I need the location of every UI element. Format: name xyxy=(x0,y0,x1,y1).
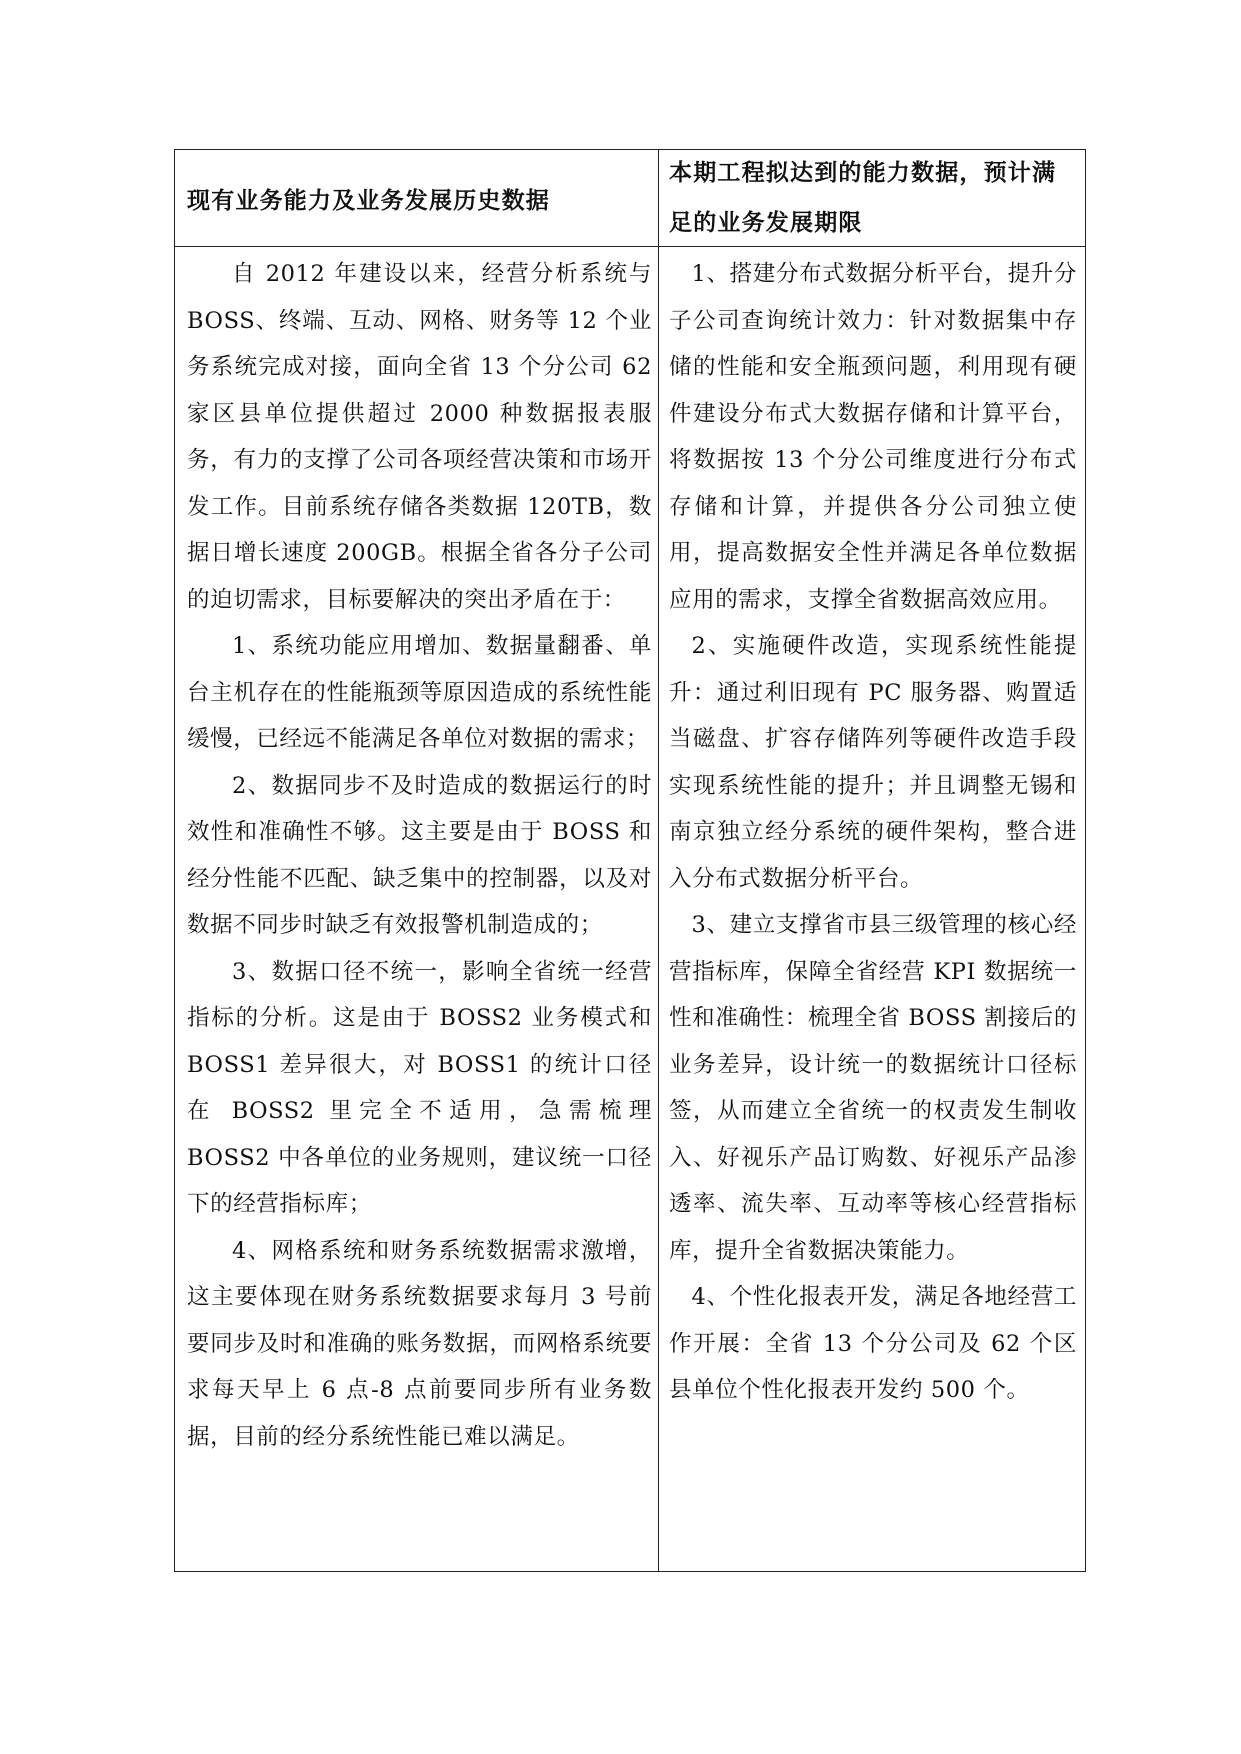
right-paragraph-1: 1、搭建分布式数据分析平台，提升分子公司查询统计效力：针对数据集中存储的性能和安全瓶颈问题，利用现有硬件建设分布式大数据存储和计算平台，将数据按 13 个分公司维度进行分布式存储和计算，并提供各分公司独立使用，提高数据安全性并满足各单位数据应用的需求，支撑全省数据高效应用。 xyxy=(669,261,1077,613)
existing-capability-cell xyxy=(175,247,659,1571)
right-paragraph-4: 4、个性化报表开发，满足各地经营工作开展：全省 13 个分公司及 62 个区县单位个性化报表开发约 500 个。 xyxy=(669,1284,1077,1403)
right-paragraph-3: 3、建立支撑省市县三级管理的核心经营指标库，保障全省经营 KPI 数据统一性和准确性：梳理全省 BOSS 割接后的业务差异，设计统一的数据统计口径标签，从而建立全省统一的权责发生制收入、好视乐产品订购数、好视乐产品渗透率、流失率、互动率等核心经营指标库，提升全省数据决策能力。 xyxy=(669,912,1077,1264)
capability-table xyxy=(174,149,1086,1572)
left-paragraph-intro: 自 2012 年建设以来，经营分析系统与 BOSS、终端、互动、网格、财务等 12 个业务系统完成对接，面向全省 13 个分公司 62 家区县单位提供超过 2000 种数据报表服务，有力的支撑了公司各项经营决策和市场开发工作。目前系统存储各类数据 120TB，数据日增长速度 200GB。根据全省各分子公司的迫切需求，目标要解决的突出矛盾在于： xyxy=(187,261,652,613)
left-paragraph-3: 3、数据口径不统一，影响全省统一经营指标的分析。这是由于 BOSS2 业务模式和 BOSS1 差异很大，对 BOSS1 的统计口径在 BOSS2 里完全不适用，急需梳理 BOSS2 中各单位的业务规则，建议统一口径下的经营指标库； xyxy=(187,958,652,1217)
right-paragraph-2: 2、实施硬件改造，实现系统性能提升：通过利旧现有 PC 服务器、购置适当磁盘、扩容存储阵列等硬件改造手段实现系统性能的提升；并且调整无锡和南京独立经分系统的硬件架构，整合进入分布式数据分析平台。 xyxy=(669,633,1077,892)
left-paragraph-2: 2、数据同步不及时造成的数据运行的时效性和准确性不够。这主要是由于 BOSS 和经分性能不匹配、缺乏集中的控制器，以及对数据不同步时缺乏有效报警机制造成的； xyxy=(187,772,652,938)
left-paragraph-1: 1、系统功能应用增加、数据量翻番、单台主机存在的性能瓶颈等原因造成的系统性能缓慢，已经远不能满足各单位对数据的需求； xyxy=(187,633,652,752)
target-capability-cell xyxy=(659,247,1085,1571)
left-paragraph-4: 4、网格系统和财务系统数据需求激增，这主要体现在财务系统数据要求每月 3 号前要同步及时和准确的账务数据，而网格系统要求每天早上 6 点-8 点前要同步所有业务数据，目前的经分系统性能已难以满足。 xyxy=(187,1237,652,1450)
header-target-capability: 本期工程拟达到的能力数据，预计满足的业务发展期限 xyxy=(659,150,1085,247)
header-existing-capability: 现有业务能力及业务发展历史数据 xyxy=(175,150,659,247)
